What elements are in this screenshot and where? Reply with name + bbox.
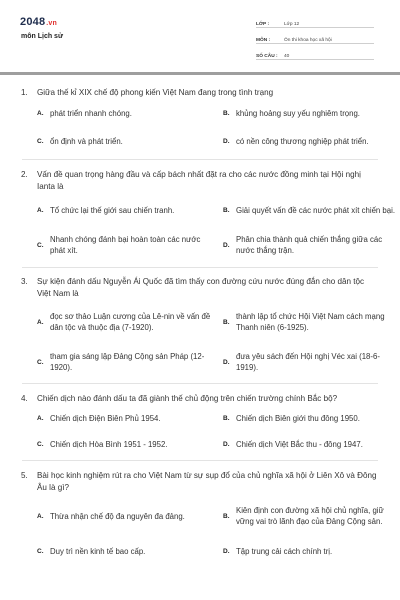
option-b[interactable] — [223, 405, 397, 431]
option-text: Tổ chức lại thế giới sau chiến tranh. — [50, 205, 175, 215]
option-a[interactable] — [37, 300, 211, 344]
option-letter: D. — [223, 547, 230, 555]
question-stem — [0, 87, 400, 99]
option-letter: C. — [37, 547, 44, 555]
option-c[interactable] — [37, 344, 211, 380]
option-letter: A. — [37, 109, 44, 117]
option-c[interactable] — [37, 227, 211, 263]
option-b[interactable] — [223, 494, 397, 538]
question-text: Chiến dịch nào đánh dấu ta đã giành thế chủ động trên chiến trường chính Bắc bộ? — [37, 394, 338, 403]
option-text: Chiến dịch Hòa Bình 1951 - 1952. — [50, 439, 168, 449]
option-a[interactable] — [37, 99, 211, 127]
option-text: Chiến dịch Điện Biên Phủ 1954. — [50, 413, 161, 423]
option-letter: C. — [37, 241, 44, 249]
option-text: Chiến dịch Biên giới thu đông 1950. — [236, 413, 360, 423]
question-number: 2. — [21, 170, 28, 179]
question-list — [0, 75, 400, 564]
meta-count-key: SỐ CÂU : — [256, 54, 278, 59]
question-2 — [0, 160, 400, 268]
option-text: thành lập tổ chức Hội Việt Nam cách mạng Thanh niên (6-1925). — [236, 312, 385, 332]
question-5 — [0, 461, 400, 564]
question-text: Vấn đề quan trọng hàng đầu và cấp bách nhất đặt ra cho các nước đồng minh tại Hội nghị Ianta là — [37, 170, 361, 191]
option-letter: A. — [37, 206, 44, 214]
option-d[interactable] — [223, 431, 397, 457]
question-number: 5. — [21, 471, 28, 480]
logo-text: 2048 — [20, 16, 46, 28]
option-d[interactable] — [223, 344, 397, 380]
option-text: khủng hoảng suy yếu nghiêm trọng. — [236, 108, 360, 118]
exam-header — [0, 0, 400, 72]
question-stem — [0, 393, 400, 405]
option-text: Chiến dịch Việt Bắc thu - đông 1947. — [236, 439, 363, 449]
option-text: ổn định và phát triển. — [50, 136, 123, 146]
question-number: 4. — [21, 394, 28, 403]
option-c[interactable] — [37, 431, 211, 457]
option-text: đọc sơ thảo Luận cương của Lê-nin về vấn đề dân tộc và thuộc địa (7-1920). — [50, 312, 211, 332]
question-text: Giữa thế kỉ XIX chế độ phong kiến Việt Nam đang trong tình trạng — [37, 88, 274, 97]
logo-suffix: .vn — [46, 20, 57, 27]
option-c[interactable] — [37, 538, 211, 564]
option-text: tham gia sáng lập Đảng Cộng sản Pháp (12-1920). — [50, 352, 205, 372]
meta-count-row — [256, 47, 374, 60]
option-grid — [0, 494, 400, 564]
question-1 — [0, 75, 400, 160]
meta-count-value: 40 — [284, 54, 290, 59]
option-letter: B. — [223, 206, 230, 214]
option-letter: A. — [37, 318, 44, 326]
question-3 — [0, 268, 400, 384]
option-a[interactable] — [37, 405, 211, 431]
exam-meta — [256, 15, 374, 63]
option-text: Duy trì nền kinh tế bao cấp. — [50, 546, 146, 556]
meta-subject-key: MÔN : — [256, 38, 271, 43]
question-stem — [0, 276, 400, 300]
option-b[interactable] — [223, 300, 397, 344]
site-logo[interactable] — [20, 16, 57, 28]
question-stem — [0, 169, 400, 193]
meta-class-key: LỚP : — [256, 22, 270, 27]
option-letter: D. — [223, 137, 230, 145]
option-text: phát triển nhanh chóng. — [50, 108, 132, 118]
option-grid — [0, 405, 400, 457]
option-letter: A. — [37, 414, 44, 422]
option-grid — [0, 99, 400, 155]
option-d[interactable] — [223, 127, 397, 155]
question-text: Bài học kinh nghiệm rút ra cho Việt Nam từ sự sụp đổ của chủ nghĩa xã hội ở Liên Xô và Đông Âu là gì? — [37, 471, 377, 492]
option-text: Kiên định con đường xã hội chủ nghĩa, giữ vững vai trò lãnh đạo của Đảng Cộng sản. — [236, 506, 384, 526]
question-number: 1. — [21, 88, 28, 97]
option-letter: C. — [37, 358, 44, 366]
meta-class-value: Lớp 12 — [284, 22, 300, 27]
question-stem — [0, 470, 400, 494]
option-letter: A. — [37, 512, 44, 520]
option-letter: B. — [223, 414, 230, 422]
question-4 — [0, 384, 400, 461]
option-b[interactable] — [223, 99, 397, 127]
option-letter: D. — [223, 241, 230, 249]
meta-subject-row — [256, 31, 374, 44]
question-text: Sự kiện đánh dấu Nguyễn Ái Quốc đã tìm thấy con đường cứu nước đúng đắn cho dân tộc Việt Nam là — [37, 277, 365, 298]
option-text: Thừa nhận chế độ đa nguyên đa đảng. — [50, 511, 185, 521]
option-text: Giải quyết vấn đề các nước phát xít chiến bại. — [236, 205, 395, 215]
option-text: đưa yêu sách đến Hội nghị Véc xai (18-6-1919). — [236, 352, 380, 372]
option-text: Nhanh chóng đánh bại hoàn toàn các nước phát xít. — [50, 235, 201, 255]
option-b[interactable] — [223, 193, 397, 227]
option-grid — [0, 300, 400, 380]
option-grid — [0, 193, 400, 263]
subject-title: môn Lịch sử — [21, 33, 64, 40]
option-letter: C. — [37, 440, 44, 448]
option-text: Tập trung cải cách chính trị. — [236, 546, 333, 556]
option-letter: D. — [223, 358, 230, 366]
option-a[interactable] — [37, 494, 211, 538]
option-letter: B. — [223, 318, 230, 326]
option-text: có nền công thương nghiệp phát triển. — [236, 136, 369, 146]
meta-subject-value: Ôn thi khoa học xã hội — [284, 38, 332, 43]
option-letter: B. — [223, 109, 230, 117]
option-a[interactable] — [37, 193, 211, 227]
question-number: 3. — [21, 277, 28, 286]
option-d[interactable] — [223, 538, 397, 564]
meta-class-row — [256, 15, 374, 28]
option-text: Phân chia thành quả chiến thắng giữa các nước thắng trận. — [236, 235, 383, 255]
option-letter: D. — [223, 440, 230, 448]
option-c[interactable] — [37, 127, 211, 155]
option-d[interactable] — [223, 227, 397, 263]
option-letter: C. — [37, 137, 44, 145]
option-letter: B. — [223, 512, 230, 520]
